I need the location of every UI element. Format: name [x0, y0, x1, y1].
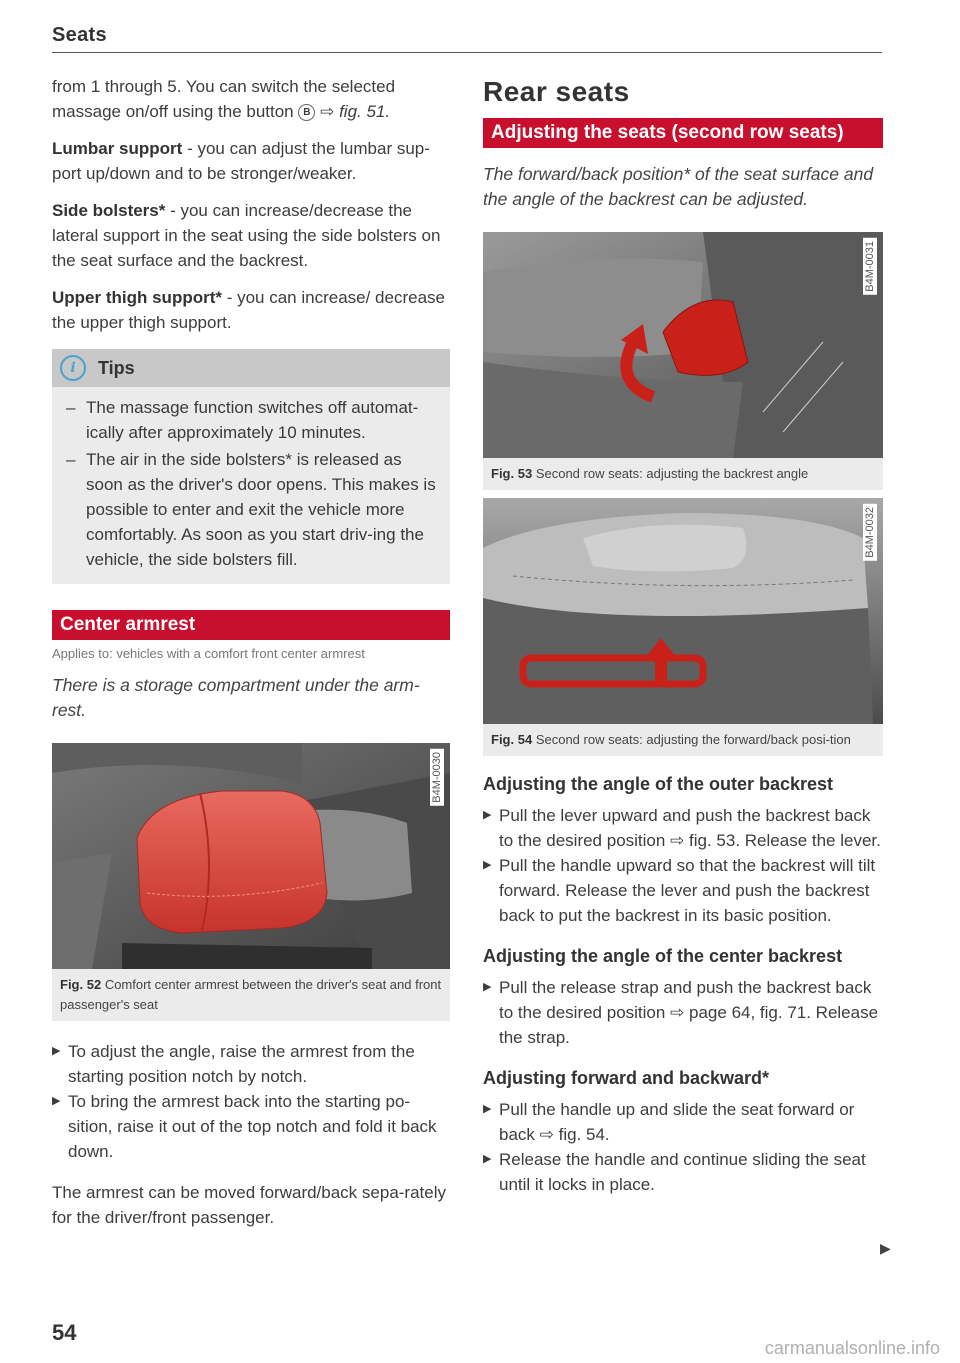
list-item-text: Pull the release strap and push the backrest back to the desired position ⇨ page 64, fig. 71. Release the strap. [499, 978, 879, 1047]
list-item [483, 1147, 883, 1197]
bullet-triangle-icon: ▶ [483, 809, 492, 821]
center-backrest-heading: Adjusting the angle of the center backrest [483, 946, 843, 966]
side-bolsters-term: Side bolsters* [52, 201, 166, 220]
side-bolsters-text: - you can increase/decrease the lateral support in the seat using the side bolsters on the seat surface and the backrest. [52, 201, 441, 270]
figure-52-code: B4M-0030 [430, 749, 444, 806]
lumbar-paragraph [52, 136, 450, 186]
figure-52-label: Fig. 52 [60, 977, 102, 992]
dash-icon: – [66, 450, 76, 469]
button-b-icon: B [298, 104, 315, 121]
figure-53-image [483, 232, 883, 458]
backrest-lever-illustration [483, 232, 883, 458]
right-column [483, 74, 883, 1197]
figure-53-caption-text: Second row seats: adjusting the backrest angle [535, 466, 809, 481]
list-item [483, 853, 883, 928]
list-item [52, 1089, 450, 1164]
armrest-illustration [52, 743, 450, 969]
bullet-triangle-icon: ▶ [52, 1095, 61, 1107]
intro-line-2 [52, 99, 450, 124]
figure-54 [483, 498, 883, 756]
lumbar-term: Lumbar support [52, 139, 183, 158]
tips-item-text: The massage function switches off automat-ically after approximately 10 minutes. [86, 398, 419, 442]
figure-54-caption-text: Second row seats: adjusting the forward/back posi-tion [535, 732, 851, 747]
lumbar-text: - you can adjust the lumbar sup-port up/down and to be stronger/weaker. [52, 139, 430, 183]
list-item [483, 975, 883, 1050]
applies-to-note: Applies to: vehicles with a comfort front center armrest [52, 646, 365, 661]
bullet-triangle-icon: ▶ [483, 859, 492, 871]
list-item [483, 1097, 883, 1147]
figure-52-caption-text: Comfort center armrest between the driver's seat and front passenger's seat [60, 977, 442, 1012]
forward-backward-heading: Adjusting forward and backward* [483, 1068, 770, 1088]
thigh-text: - you can increase/ decrease the upper thigh support. [52, 288, 445, 332]
tips-item [66, 447, 436, 572]
list-item-text: Pull the lever upward and push the backrest back to the desired position ⇨ fig. 53. Release the lever. [499, 806, 881, 850]
tips-header [52, 349, 450, 387]
dash-icon: – [66, 398, 76, 417]
figure-52 [52, 743, 450, 1021]
list-item-text: To adjust the angle, raise the armrest from the starting position notch by notch. [68, 1042, 415, 1086]
list-item-text: Release the handle and continue sliding the seat until it locks in place. [499, 1150, 866, 1194]
list-item [52, 1039, 450, 1089]
list-item-text: To bring the armrest back into the starting po-sition, raise it out of the top notch and fold it back down. [68, 1092, 437, 1161]
continue-arrow-icon: ▶ [880, 1240, 891, 1256]
figure-53-code: B4M-0031 [863, 238, 877, 295]
thigh-paragraph [52, 285, 450, 335]
bullet-triangle-icon: ▶ [483, 1103, 492, 1115]
armrest-intro: There is a storage compartment under the arm-rest. [52, 675, 420, 720]
tips-item-text: The air in the side bolsters* is released as soon as the driver's door opens. This makes is possible to enter and exit the vehicle more comfortably. As soon as you start driv-ing the vehicle, the side bolsters fill. [86, 450, 436, 569]
armrest-closing: The armrest can be moved forward/back sepa-rately for the driver/front passenger. [52, 1183, 447, 1227]
figure-52-image [52, 743, 450, 969]
bullet-triangle-icon: ▶ [483, 1153, 492, 1165]
figure-54-label: Fig. 54 [491, 732, 533, 747]
figure-52-caption [52, 969, 450, 1021]
tips-box [52, 349, 450, 584]
outer-backrest-heading: Adjusting the angle of the outer backrest [483, 774, 834, 794]
figure-53-caption [483, 458, 883, 490]
left-column [52, 74, 450, 1242]
seat-handle-illustration [483, 498, 883, 724]
figure-53 [483, 232, 883, 490]
figure-54-image [483, 498, 883, 724]
figure-54-code: B4M-0032 [863, 504, 877, 561]
tips-body [52, 387, 450, 584]
tips-item [66, 395, 436, 445]
rear-seats-intro: The forward/back position* of the seat surface and the angle of the backrest can be adjusted. [483, 164, 874, 209]
adjusting-seats-heading: Adjusting the seats (second row seats) [483, 118, 883, 148]
section-header: Seats [52, 24, 107, 46]
tips-title: Tips [98, 357, 135, 378]
intro-line-2-text: massage on/off using the button [52, 102, 294, 121]
rear-seats-title: Rear seats [483, 76, 630, 107]
page-number: 54 [52, 1320, 77, 1345]
header-divider [52, 52, 882, 53]
thigh-term: Upper thigh support* [52, 288, 222, 307]
watermark: carmanualsonline.info [764, 1338, 940, 1358]
intro-line-1: from 1 through 5. You can switch the selected [52, 77, 396, 96]
list-item-text: Pull the handle up and slide the seat forward or back ⇨ fig. 54. [499, 1100, 855, 1144]
side-bolsters-paragraph [52, 198, 450, 273]
list-item [483, 803, 883, 853]
fig51-link[interactable]: ⇨ fig. 51. [320, 102, 391, 121]
list-item-text: Pull the handle upward so that the backrest will tilt forward. Release the lever and push the backrest back to put the backrest in its basic position. [499, 856, 876, 925]
bullet-triangle-icon: ▶ [483, 981, 492, 993]
figure-54-caption [483, 724, 883, 756]
bullet-triangle-icon: ▶ [52, 1045, 61, 1057]
figure-53-label: Fig. 53 [491, 466, 533, 481]
center-armrest-heading: Center armrest [52, 610, 450, 640]
info-icon: i [60, 355, 86, 381]
